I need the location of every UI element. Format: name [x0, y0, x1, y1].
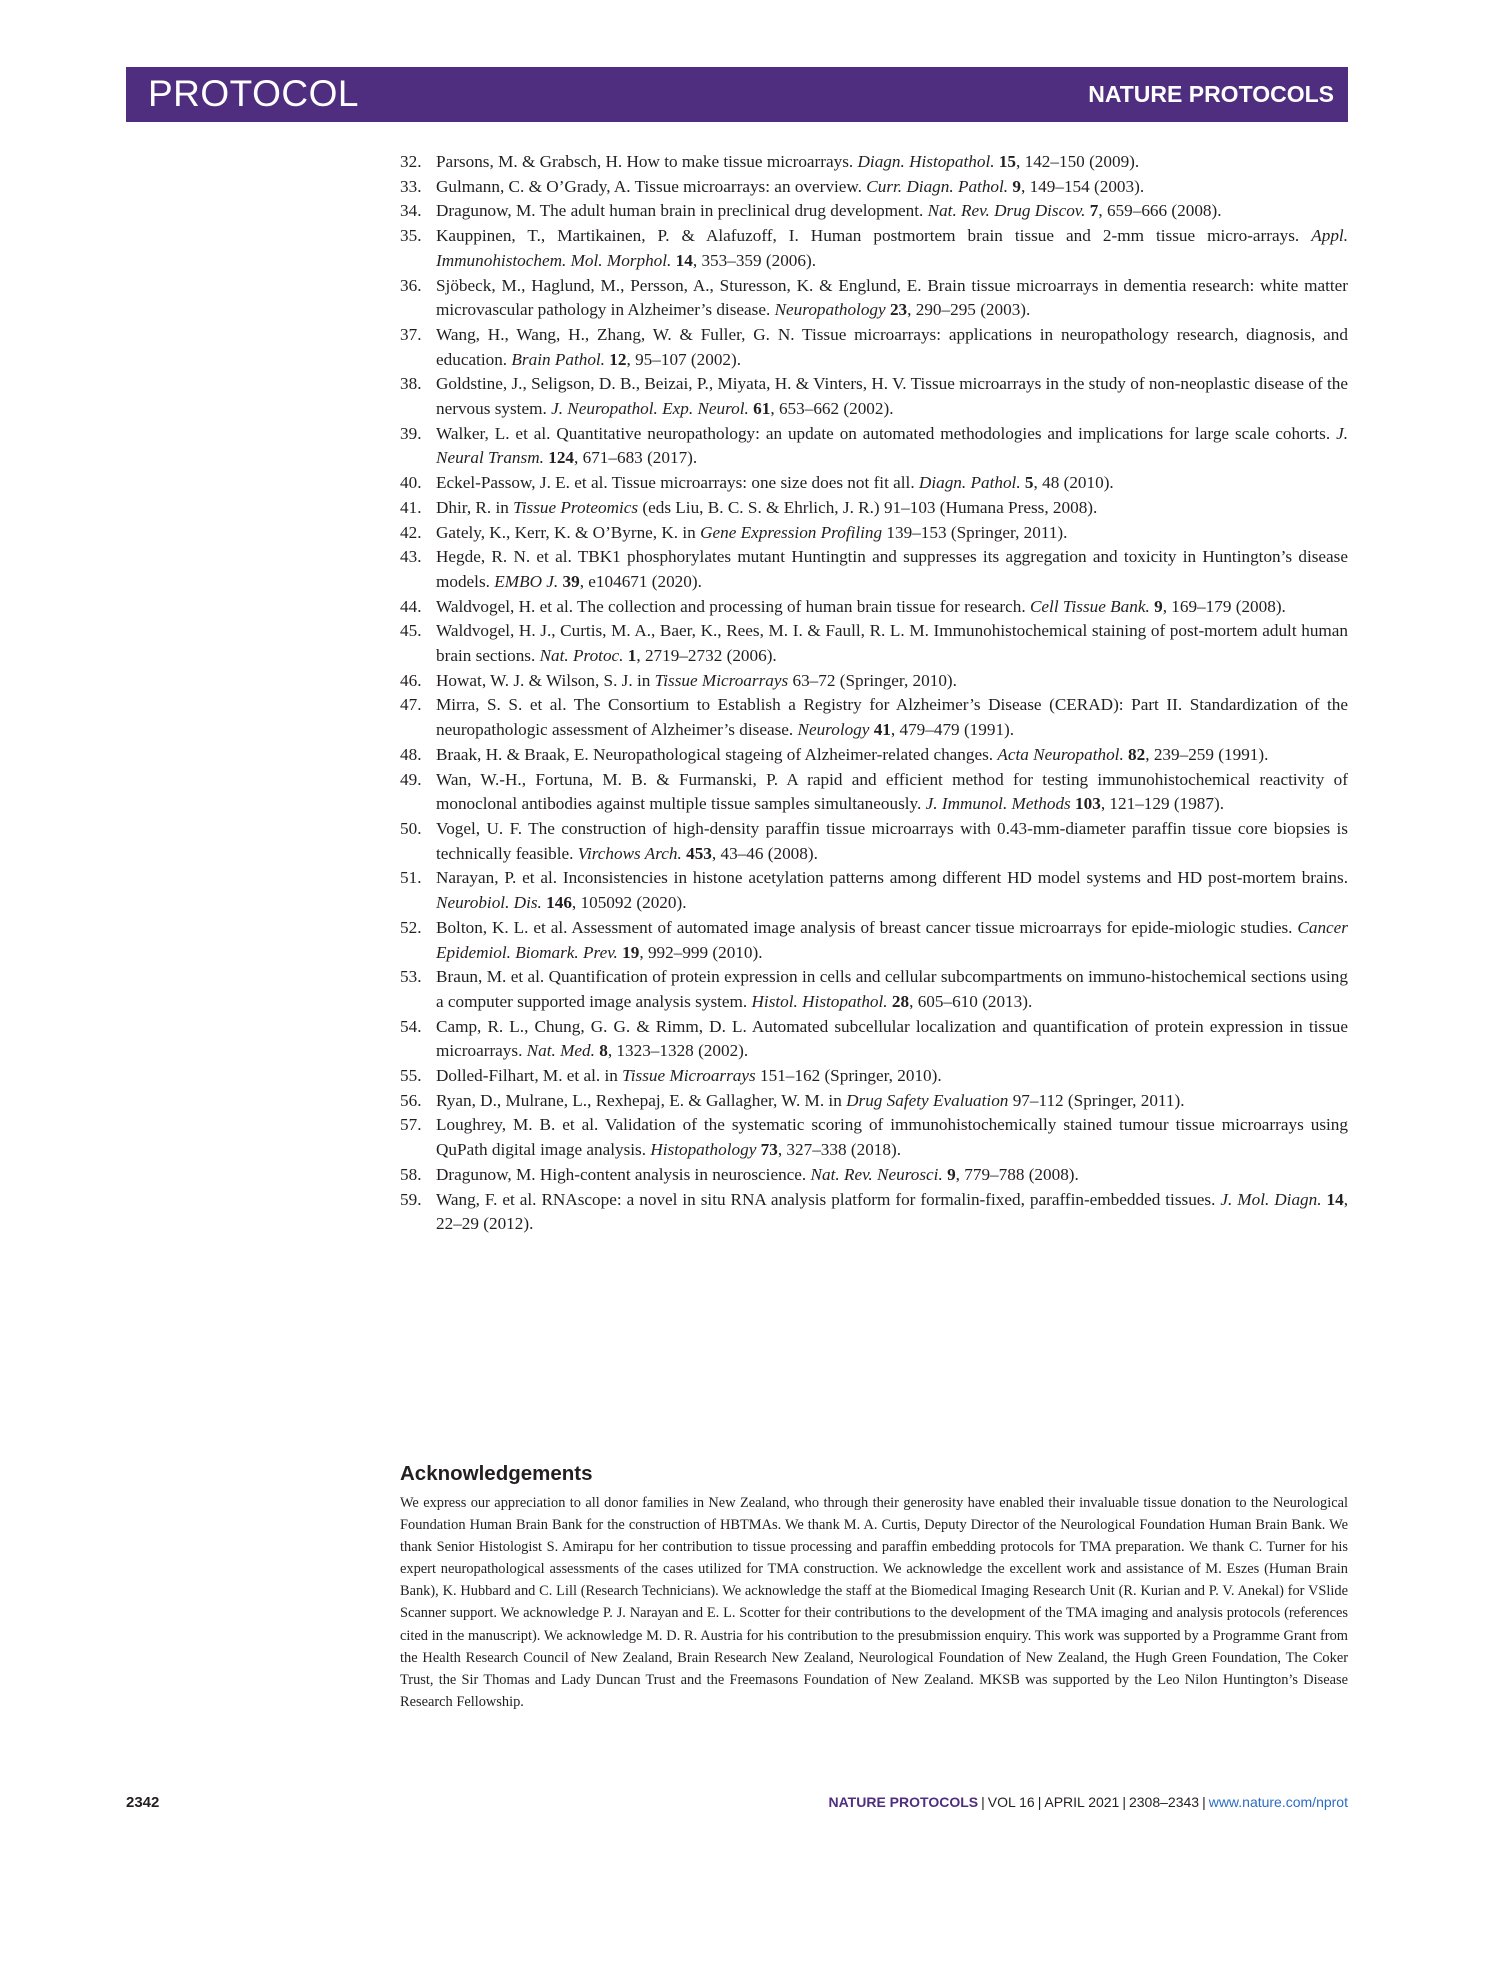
reference-item: [400, 274, 1348, 323]
reference-text: , e104671 (2020).: [579, 571, 702, 591]
journal-title: Neurology: [797, 720, 870, 740]
reference-text: , 239–259 (1991).: [1145, 744, 1269, 764]
reference-number: 56.: [400, 1090, 422, 1110]
reference-item: [400, 496, 1348, 521]
reference-item: [400, 199, 1348, 224]
reference-text: , 653–662 (2002).: [770, 399, 894, 419]
reference-number: 34.: [400, 201, 422, 221]
reference-number: 53.: [400, 967, 422, 987]
reference-number: 45.: [400, 621, 422, 641]
journal-title: Tissue Microarrays: [654, 670, 789, 690]
reference-text: Mirra, S. S. et al. The Consortium to Establish a Registry for Alzheimer’s Disease (CERAD): Part II. Standardization of the neuropathologic assessment of Alzheimer’s disease.: [436, 695, 1348, 740]
volume-number: 103: [1075, 794, 1101, 814]
reference-number: 39.: [400, 423, 422, 443]
reference-text: , 290–295 (2003).: [907, 300, 1031, 320]
reference-text: Hegde, R. N. et al. TBK1 phosphorylates mutant Huntingtin and suppresses its aggregation and toxicity in Huntington’s disease models.: [436, 547, 1348, 591]
volume-number: 15: [998, 152, 1017, 171]
reference-number: 46.: [400, 670, 422, 690]
reference-text: Eckel-Passow, J. E. et al. Tissue microarrays: one size does not fit all.: [436, 473, 919, 493]
reference-text: , 22–29 (2012).: [436, 1189, 1349, 1234]
footer-volume: VOL 16: [987, 1794, 1035, 1810]
journal-title: EMBO J.: [494, 571, 559, 591]
reference-text: Dolled-Filhart, M. et al. in: [436, 1066, 623, 1086]
reference-item: [400, 669, 1348, 694]
reference-item: [400, 150, 1348, 175]
reference-item: [400, 817, 1348, 866]
reference-number: 59.: [400, 1189, 422, 1209]
reference-number: 41.: [400, 497, 422, 517]
volume-number: 1: [627, 646, 637, 666]
reference-text: Loughrey, M. B. et al. Validation of the systematic scoring of immunohistochemically stained tumour tissue microarrays using QuPath digital image analysis.: [436, 1115, 1348, 1160]
volume-number: 7: [1089, 201, 1099, 221]
volume-number: 5: [1024, 473, 1034, 493]
footer-url-link[interactable]: www.nature.com/nprot: [1208, 1794, 1348, 1810]
reference-number: 49.: [400, 769, 422, 789]
reference-number: 55.: [400, 1066, 422, 1086]
volume-number: 9: [947, 1164, 956, 1184]
reference-text: , 169–179 (2008).: [1162, 596, 1286, 616]
reference-text: 151–162 (Springer, 2010).: [755, 1066, 942, 1086]
journal-title: J. Immunol. Methods: [925, 794, 1071, 814]
reference-text: Goldstine, J., Seligson, D. B., Beizai, P., Miyata, H. & Vinters, H. V. Tissue microarrays in the study of non-neoplastic disease of the nervous system.: [436, 374, 1348, 419]
reference-text: Wang, F. et al. RNAscope: a novel in situ RNA analysis platform for formalin-fixed, paraffin-embedded tissues.: [436, 1189, 1221, 1209]
reference-number: 50.: [400, 818, 422, 838]
reference-text: Ryan, D., Mulrane, L., Rexhepaj, E. & Gallagher, W. M. in: [436, 1090, 847, 1110]
section-label: PROTOCOL: [148, 73, 359, 114]
journal-title: J. Neural Transm.: [436, 423, 1348, 468]
journal-title: Histopathology: [650, 1140, 757, 1160]
footer-pages: 2308–2343: [1128, 1794, 1200, 1810]
reference-text: Braun, M. et al. Quantification of protein expression in cells and cellular subcompartments on immuno-histochemical sections using a computer supported image analysis system.: [436, 967, 1348, 1011]
header-banner: [126, 67, 1348, 122]
reference-number: 54.: [400, 1016, 422, 1036]
reference-text: Dragunow, M. The adult human brain in preclinical drug development.: [436, 201, 928, 221]
reference-text: , 659–666 (2008).: [1098, 201, 1222, 221]
volume-number: 41: [873, 720, 891, 740]
volume-number: 82: [1128, 744, 1146, 764]
reference-text: Parsons, M. & Grabsch, H. How to make tissue microarrays.: [436, 152, 858, 171]
reference-text: Kauppinen, T., Martikainen, P. & Alafuzoff, I. Human postmortem brain tissue and 2-mm tissue micro-arrays.: [436, 226, 1312, 246]
reference-text: , 779–788 (2008).: [955, 1164, 1079, 1184]
acknowledgements-heading: Acknowledgements: [400, 1462, 593, 1485]
journal-title: Tissue Microarrays: [622, 1066, 756, 1086]
reference-text: , 479–479 (1991).: [890, 720, 1015, 740]
reference-text: Gulmann, C. & O’Grady, A. Tissue microarrays: an overview.: [436, 176, 867, 196]
volume-number: 146: [546, 893, 572, 913]
reference-text: , 2719–2732 (2006).: [636, 646, 777, 666]
reference-number: 38.: [400, 374, 422, 394]
volume-number: 39: [562, 571, 580, 591]
reference-number: 42.: [400, 522, 422, 542]
journal-title: Gene Expression Profiling: [700, 522, 883, 542]
reference-number: 33.: [400, 176, 422, 196]
reference-item: [400, 471, 1348, 496]
reference-text: Sjöbeck, M., Haglund, M., Persson, A., Sturesson, K. & Englund, E. Brain tissue microarrays in dementia research: white matter microvascular pathology in Alzheimer’s disease.: [436, 275, 1348, 320]
reference-item: [400, 175, 1348, 200]
reference-text: 139–153 (Springer, 2011).: [882, 522, 1068, 542]
journal-title: Diagn. Pathol.: [918, 473, 1021, 493]
volume-number: 124: [548, 448, 575, 468]
reference-text: , 149–154 (2003).: [1020, 176, 1145, 196]
journal-title: Acta Neuropathol.: [997, 744, 1124, 764]
reference-number: 51.: [400, 868, 422, 888]
volume-number: 28: [891, 991, 910, 1011]
journal-title: Neuropathology: [774, 300, 886, 320]
reference-text: , 327–338 (2018).: [777, 1140, 901, 1160]
page-number: 2342: [126, 1794, 160, 1811]
journal-title: Nat. Rev. Drug Discov.: [927, 201, 1086, 221]
journal-title: Cell Tissue Bank.: [1029, 596, 1150, 616]
journal-title: Tissue Proteomics: [513, 497, 639, 517]
footer-separator: |: [981, 1794, 985, 1810]
reference-number: 37.: [400, 324, 422, 344]
acknowledgements-text: We express our appreciation to all donor families in New Zealand, who through their generosity have enabled their invaluable tissue donation to the Neurological Foundation Human Brain Bank for the construction of HBTMAs. We thank M. A. Curtis, Deputy Director of the Neurological Foundation Human Brain Bank. We thank Senior Histologist S. Amirapu for her contribution to tissue processing and paraffin embedding protocols for TMA preparation. We thank C. Turner for his expert neuropathological assessments of the cases utilized for TMA construction. We acknowledge the excellent work and assistance of M. Eszes (Human Brain Bank), K. Hubbard and C. Lill (Research Technicians). We acknowledge the staff at the Biomedical Imaging Research Unit (R. Kurian and P. V. Anekal) for VSlide Scanner support. We acknowledge P. J. Narayan and E. L. Scotter for their contributions to the development of the TMA imaging and analysis protocols (references cited in the manuscript). We acknowledge M. D. R. Austria for his contribution to the presubmission enquiry. This work was supported by a Programme Grant from the Health Research Council of New Zealand, Brain Research New Zealand, Neurological Foundation of New Zealand, the Hugh Green Foundation, The Coker Trust, the Sir Thomas and Lady Duncan Trust and the Freemasons Foundation of New Zealand. MKSB was supported by the Leo Nilon Huntington’s Disease Research Fellowship.: [400, 1495, 1348, 1710]
reference-text: Dragunow, M. High-content analysis in neuroscience.: [436, 1164, 811, 1184]
journal-title: Appl. Immunohistochem. Mol. Morphol.: [436, 226, 1348, 270]
reference-text: , 43–46 (2008).: [711, 843, 818, 863]
volume-number: 14: [1326, 1189, 1344, 1209]
reference-item: [400, 768, 1348, 817]
journal-title: Virchows Arch.: [577, 843, 682, 863]
reference-text: Gately, K., Kerr, K. & O’Byrne, K. in: [436, 522, 701, 542]
reference-text: Wan, W.-H., Fortuna, M. B. & Furmanski, P. A rapid and efficient method for testing immunohistochemical reactivity of monoclonal antibodies against multiple tissue samples simultaneously.: [436, 769, 1348, 814]
reference-number: 36.: [400, 275, 422, 295]
reference-item: [400, 1089, 1348, 1114]
volume-number: 453: [686, 843, 712, 863]
journal-title: Neurobiol. Dis.: [436, 893, 542, 913]
journal-title: Nat. Protoc.: [539, 646, 624, 666]
journal-name: NATURE PROTOCOLS: [1088, 81, 1334, 107]
journal-title: Cancer Epidemiol. Biomark. Prev.: [436, 917, 1348, 962]
volume-number: 9: [1154, 596, 1163, 616]
volume-number: 73: [760, 1140, 778, 1160]
reference-text: Bolton, K. L. et al. Assessment of automated image analysis of breast cancer tissue microarrays for epide-miologic studies.: [436, 917, 1298, 937]
footer-journal: NATURE PROTOCOLS: [828, 1794, 979, 1810]
reference-number: 47.: [400, 695, 422, 715]
reference-item: [400, 1188, 1348, 1237]
reference-text: Braak, H. & Braak, E. Neuropathological stageing of Alzheimer-related changes.: [436, 744, 998, 764]
reference-number: 52.: [400, 917, 422, 937]
footer-separator: |: [1037, 1794, 1042, 1810]
footer-separator: |: [1122, 1794, 1126, 1810]
reference-item: [400, 743, 1348, 768]
volume-number: 8: [599, 1041, 608, 1061]
reference-item: [400, 1015, 1348, 1064]
reference-item: [400, 323, 1348, 372]
reference-item: [400, 1064, 1348, 1089]
journal-title: Brain Pathol.: [511, 349, 605, 369]
journal-title: Nat. Med.: [526, 1041, 595, 1061]
reference-item: [400, 965, 1348, 1014]
journal-title: Drug Safety Evaluation: [846, 1090, 1009, 1110]
reference-text: Walker, L. et al. Quantitative neuropathology: an update on automated methodologies and implications for large scale cohorts.: [436, 423, 1337, 443]
reference-item: [400, 545, 1348, 594]
volume-number: 9: [1012, 176, 1021, 196]
reference-text: Vogel, U. F. The construction of high-density paraffin tissue microarrays with 0.43-mm-diameter paraffin tissue core biopsies is technically feasible.: [436, 818, 1348, 863]
journal-title: Diagn. Histopathol.: [857, 152, 995, 171]
volume-number: 12: [609, 349, 627, 369]
reference-item: [400, 916, 1348, 965]
footer-separator: |: [1202, 1794, 1206, 1810]
volume-number: 19: [622, 942, 640, 962]
reference-text: , 353–359 (2006).: [692, 250, 817, 270]
reference-item: [400, 619, 1348, 668]
reference-text: Wang, H., Wang, H., Zhang, W. & Fuller, G. N. Tissue microarrays: applications in neuropathology research, diagnosis, and education.: [436, 324, 1348, 369]
reference-text: 63–72 (Springer, 2010).: [788, 670, 957, 690]
journal-title: Nat. Rev. Neurosci.: [810, 1164, 943, 1184]
reference-text: , 992–999 (2010).: [639, 942, 763, 962]
reference-list: [400, 150, 1348, 1237]
journal-title: Curr. Diagn. Pathol.: [866, 176, 1009, 196]
journal-title: J. Mol. Diagn.: [1220, 1189, 1322, 1209]
reference-number: 44.: [400, 596, 422, 616]
reference-text: Waldvogel, H. et al. The collection and processing of human brain tissue for research.: [436, 596, 1030, 616]
reference-text: , 1323–1328 (2002).: [607, 1041, 749, 1061]
reference-number: 48.: [400, 744, 422, 764]
reference-text: , 95–107 (2002).: [626, 349, 742, 369]
reference-item: [400, 224, 1348, 273]
reference-item: [400, 521, 1348, 546]
footer-citation: [829, 1794, 1349, 1810]
reference-text: , 605–610 (2013).: [909, 991, 1033, 1011]
journal-title: J. Neuropathol. Exp. Neurol.: [551, 399, 749, 419]
reference-text: Narayan, P. et al. Inconsistencies in histone acetylation patterns among different HD model systems and HD post-mortem brains.: [436, 868, 1348, 888]
reference-text: (eds Liu, B. C. S. & Ehrlich, J. R.) 91–103 (Humana Press, 2008).: [638, 497, 1098, 517]
volume-number: 23: [889, 300, 908, 320]
reference-item: [400, 1113, 1348, 1162]
reference-text: , 121–129 (1987).: [1100, 794, 1224, 814]
volume-number: 14: [675, 250, 693, 270]
reference-item: [400, 693, 1348, 742]
reference-number: 40.: [400, 473, 422, 493]
reference-number: 35.: [400, 226, 422, 246]
reference-text: , 105092 (2020).: [571, 893, 687, 913]
reference-number: 57.: [400, 1115, 422, 1135]
reference-text: Camp, R. L., Chung, G. G. & Rimm, D. L. Automated subcellular localization and quantification of protein expression in tissue microarrays.: [436, 1016, 1348, 1061]
volume-number: 61: [753, 399, 771, 419]
reference-text: Dhir, R. in: [436, 497, 514, 517]
reference-text: 97–112 (Springer, 2011).: [1008, 1090, 1185, 1110]
journal-title: Histol. Histopathol.: [751, 991, 888, 1011]
reference-item: [400, 1163, 1348, 1188]
reference-text: , 48 (2010).: [1033, 473, 1114, 493]
reference-item: [400, 422, 1348, 471]
reference-text: , 142–150 (2009).: [1016, 152, 1140, 171]
reference-item: [400, 595, 1348, 620]
reference-number: 32.: [400, 152, 422, 171]
reference-number: 58.: [400, 1164, 422, 1184]
reference-text: , 671–683 (2017).: [574, 448, 698, 468]
reference-text: Waldvogel, H. J., Curtis, M. A., Baer, K., Rees, M. I. & Faull, R. L. M. Immunohistochemical staining of post-mortem adult human brain sections.: [436, 621, 1348, 666]
footer-date: APRIL 2021: [1044, 1794, 1120, 1810]
reference-number: 43.: [400, 547, 422, 567]
reference-text: Howat, W. J. & Wilson, S. J. in: [436, 670, 655, 690]
reference-item: [400, 866, 1348, 915]
reference-item: [400, 372, 1348, 421]
